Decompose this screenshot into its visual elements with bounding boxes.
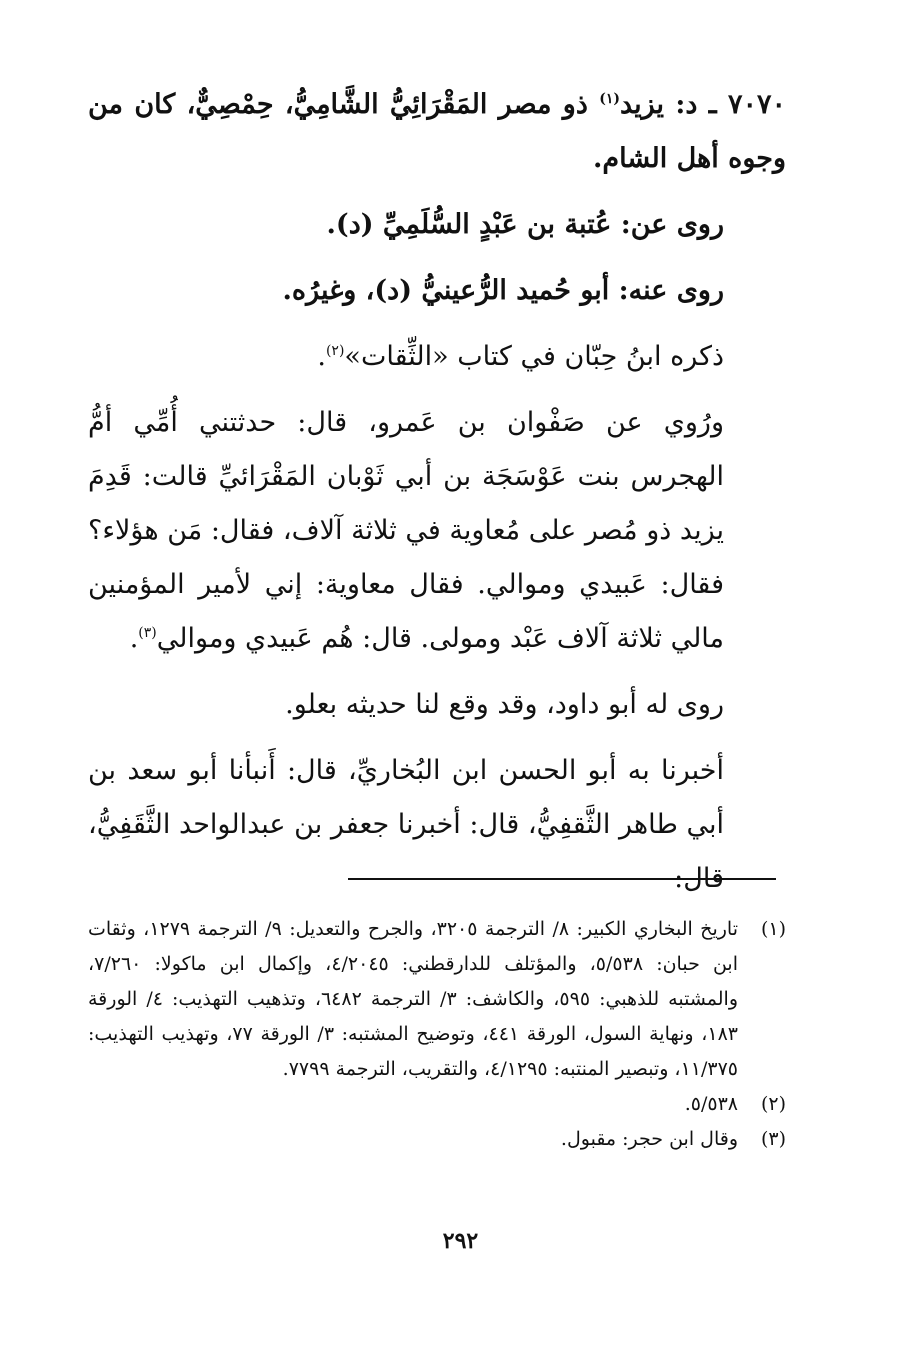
thiqat-text: ذكره ابنُ حِبّان في كتاب «الثِّقات» [344, 341, 724, 372]
footnote-text: ٥/٥٣٨. [684, 1093, 738, 1115]
narrated-for: روى له أبو داود، وقد وقع لنا حديثه بعلو. [285, 689, 724, 720]
story-paragraph [88, 396, 786, 666]
story-end: . [129, 623, 139, 654]
footnote-ref-3[interactable]: (٣) [138, 625, 157, 641]
footnote-divider [348, 878, 776, 880]
page-number: ٢٩٢ [442, 1228, 479, 1254]
footnote-1 [88, 912, 786, 1087]
footnotes [88, 912, 786, 1157]
footnote-text: تاريخ البخاري الكبير: ٨/ الترجمة ٣٢٠٥، والجرح والتعديل: ٩/ الترجمة ١٢٧٩، وثقات ابن حبان: ٥/٥٣٨، والمؤتلف للدارقطني: ٤/٢٠٤٥، وإكمال ابن ماكولا: ٧/٢٦٠، والمشتبه للذهبي: ٥٩٥، والكاشف: ٣/ الترجمة ٦٤٨٢، وتذهيب التهذيب: ٤/ الورقة ١٨٣، ونهاية السول، الورقة ٤٤١، وتوضيح المشتبه: ٣/ الورقة ٧٧، وتهذيب التهذيب: ١١/٣٧٥، وتبصير المنتبه: ٤/١٢٩٥، والتقريب، الترجمة ٧٧٩٩. [88, 918, 738, 1080]
narrated-by: روى عنه: أبو حُميد الرُّعينيُّ (د)، وغيرُه. [282, 275, 724, 306]
footnote-3 [88, 1122, 786, 1157]
main-text [88, 78, 786, 906]
narrated-from: روى عن: عُتبة بن عَبْدٍ السُّلَمِيِّ (د). [326, 209, 724, 240]
footnote-number: (١) [760, 918, 786, 940]
footnote-number: (٣) [760, 1128, 786, 1150]
entry-heading [88, 78, 786, 186]
footnote-ref-1[interactable]: (١) [599, 91, 620, 107]
entry-description: ذو مصر المَقْرَائِيُّ الشَّامِيُّ، حِمْصِيٌّ، كان من وجوه أهل الشام. [88, 89, 786, 174]
footnote-2 [88, 1087, 786, 1122]
footnote-text: وقال ابن حجر: مقبول. [560, 1128, 738, 1150]
footnote-number: (٢) [760, 1093, 786, 1115]
footnote-ref-2[interactable]: (٢) [325, 343, 345, 359]
story-text: ورُوي عن صَفْوان بن عَمرو، قال: حدثتني أُمِّي أمُّ الهجرس بنت عَوْسَجَة بن أبي ثَوْبان المَقْرَائيِّ قالت: قَدِمَ يزيد ذو مُصر على مُعاوية في ثلاثة آلاف، فقال: مَن هؤلاء؟ فقال: عَبيدي وموالي. فقال معاوية: إني لأمير المؤمنين مالي ثلاثة آلاف عَبْد ومولى. قال: هُم عَبيدي وموالي [88, 407, 724, 654]
thiqat-end: . [317, 341, 326, 372]
isnad-paragraph: أخبرنا به أبو الحسن ابن البُخاريِّ، قال: أَنبأنا أبو سعد بن أبي طاهر الثَّقفِيُّ، قال: أخبرنا جعفر بن عبدالواحد الثَّقَفِيُّ، قال: [88, 755, 724, 894]
thiqat-note [88, 330, 786, 384]
entry-number-name: ٧٠٧٠ ـ د: يزيد [619, 89, 786, 120]
